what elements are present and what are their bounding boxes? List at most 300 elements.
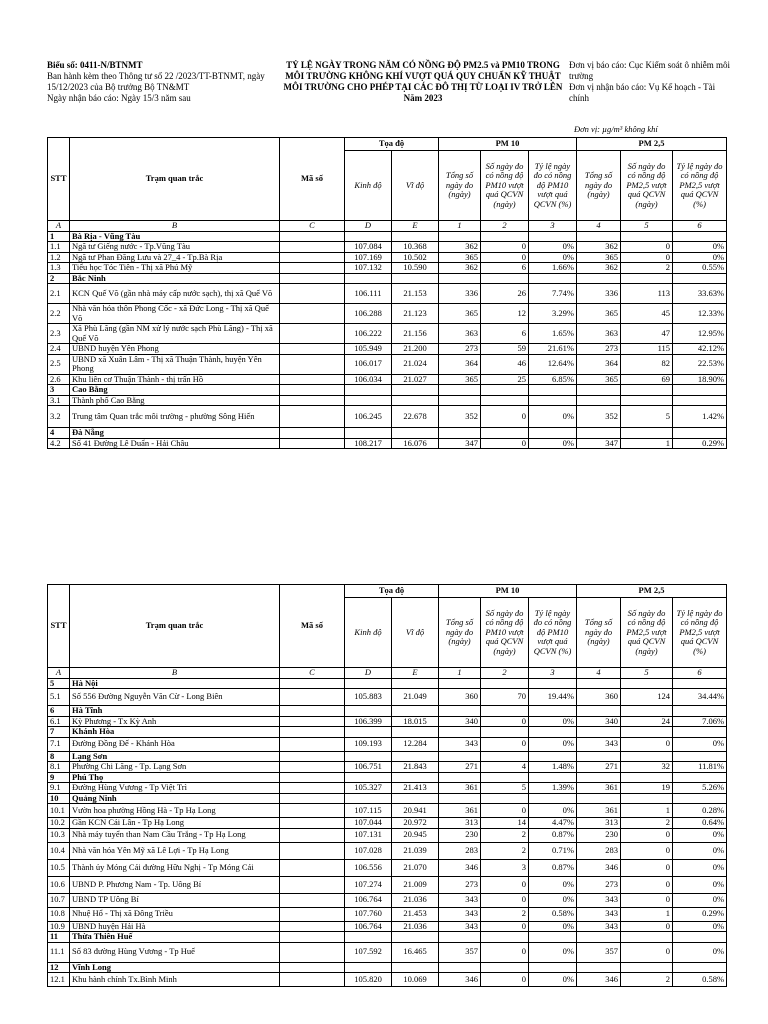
province-name: Phú Thọ	[70, 772, 280, 783]
station-stt: 7.1	[48, 737, 70, 751]
form-issued-line2: 15/12/2023 của Bộ trưởng Bộ TN&MT	[47, 82, 190, 92]
index-cell: 3	[529, 668, 577, 679]
province-stt: 1	[48, 231, 70, 242]
province-stt: 12	[48, 962, 70, 973]
station-lon: 107.169	[345, 252, 392, 263]
station-lon: 105.327	[345, 783, 392, 794]
index-cell: C	[280, 221, 345, 232]
station-lat: 21.843	[392, 762, 439, 773]
pm25-total-days: 362	[577, 242, 621, 253]
col-total-days2: Tổng số ngày đo (ngày)	[577, 598, 621, 668]
index-cell: 2	[481, 668, 529, 679]
index-cell: D	[345, 221, 392, 232]
station-row	[48, 284, 727, 304]
pm10-total-days: 283	[439, 842, 481, 859]
pm25-exceed-rate: 0%	[673, 242, 727, 253]
station-name: Số 83 đường Hùng Vương - Tp Huế	[70, 942, 280, 962]
pm25-total-days	[577, 395, 621, 406]
pm10-exceed-days: 0	[481, 973, 529, 987]
station-lat: 21.156	[392, 324, 439, 344]
pm10-exceed-rate: 7.74%	[529, 284, 577, 304]
report-units	[569, 60, 734, 104]
pm10-exceed-rate: 0%	[529, 921, 577, 932]
pm10-total-days: 230	[439, 828, 481, 842]
province-name: Bắc Ninh	[70, 273, 280, 284]
station-lon: 106.751	[345, 762, 392, 773]
station-stt: 10.1	[48, 804, 70, 818]
pm25-total-days: 363	[577, 324, 621, 344]
station-name: Thành ủy Móng Cái đường Hữu Nghị - Tp Móng Cái	[70, 859, 280, 876]
pm10-exceed-days: 12	[481, 304, 529, 324]
province-stt: 2	[48, 273, 70, 284]
pm25-total-days: 362	[577, 263, 621, 274]
pm25-exceed-days: 47	[621, 324, 673, 344]
col-pm25: PM 2,5	[577, 138, 727, 151]
station-stt: 10.4	[48, 842, 70, 859]
station-code	[280, 252, 345, 263]
province-name: Vĩnh Long	[70, 962, 280, 973]
station-stt: 2.3	[48, 324, 70, 344]
station-lon: 109.193	[345, 737, 392, 751]
pm25-exceed-days: 124	[621, 689, 673, 706]
pm25-exceed-rate: 0.29%	[673, 438, 727, 449]
station-lon: 106.034	[345, 374, 392, 385]
station-lat	[392, 395, 439, 406]
pm10-exceed-rate: 0%	[529, 942, 577, 962]
pm10-exceed-days: 5	[481, 783, 529, 794]
pm25-exceed-rate: 0%	[673, 828, 727, 842]
station-code	[280, 324, 345, 344]
col-coords: Tọa độ	[345, 138, 439, 151]
pm25-exceed-days: 0	[621, 842, 673, 859]
index-cell: 5	[621, 221, 673, 232]
station-stt: 3.2	[48, 406, 70, 428]
form-code: Biểu số: 0411-N/BTNMT	[47, 60, 143, 70]
station-lat: 16.465	[392, 942, 439, 962]
col-pm10-rate: Tỷ lệ ngày đo có nồng độ PM10 vượt quá QCVN (%)	[529, 598, 577, 668]
station-code	[280, 859, 345, 876]
pm25-total-days: 340	[577, 716, 621, 727]
report-title	[278, 60, 568, 104]
station-row	[48, 907, 727, 921]
pm25-exceed-rate: 0.29%	[673, 907, 727, 921]
station-lat: 20.972	[392, 818, 439, 829]
station-stt: 9.1	[48, 783, 70, 794]
station-lat: 21.070	[392, 859, 439, 876]
pm10-total-days: 343	[439, 893, 481, 907]
pm10-total-days	[439, 395, 481, 406]
pm25-total-days: 343	[577, 737, 621, 751]
col-lat: Vĩ độ	[392, 151, 439, 221]
station-lon: 107.132	[345, 263, 392, 274]
pm25-exceed-days: 2	[621, 973, 673, 987]
col-total-days: Tổng số ngày đo (ngày)	[439, 151, 481, 221]
pm10-exceed-days: 0	[481, 716, 529, 727]
station-lon: 108.217	[345, 438, 392, 449]
pm10-exceed-days: 0	[481, 804, 529, 818]
station-name: UBND TP Uông Bí	[70, 893, 280, 907]
pm10-exceed-rate: 0.87%	[529, 828, 577, 842]
index-row	[48, 668, 727, 679]
station-lon: 107.760	[345, 907, 392, 921]
pm10-exceed-days: 6	[481, 263, 529, 274]
station-row	[48, 737, 727, 751]
station-stt: 1.2	[48, 252, 70, 263]
col-total-days2: Tổng số ngày đo (ngày)	[577, 151, 621, 221]
pm25-exceed-days: 82	[621, 354, 673, 374]
col-station: Trạm quan trắc	[70, 585, 280, 668]
station-code	[280, 304, 345, 324]
index-cell: 6	[673, 221, 727, 232]
pm10-total-days: 365	[439, 374, 481, 385]
station-code	[280, 973, 345, 987]
station-row	[48, 689, 727, 706]
pm25-exceed-days: 32	[621, 762, 673, 773]
title-line3: MÔI TRƯỜNG CHO PHÉP TẠI CÁC ĐÔ THỊ TỪ LOẠI IV TRỞ LÊN	[283, 82, 563, 92]
station-stt: 10.9	[48, 921, 70, 932]
pm10-total-days: 364	[439, 354, 481, 374]
form-issued-line1: Ban hành kèm theo Thông tư số 22 /2023/TT-BTNMT, ngày	[47, 71, 265, 81]
pm25-exceed-rate: 33.63%	[673, 284, 727, 304]
pm10-exceed-days: 46	[481, 354, 529, 374]
station-lon: 107.274	[345, 876, 392, 893]
province-row	[48, 727, 727, 738]
station-lat: 22.678	[392, 406, 439, 428]
pm10-exceed-rate: 0.71%	[529, 842, 577, 859]
station-code	[280, 344, 345, 355]
province-row	[48, 706, 727, 717]
receive-date: Ngày nhận báo cáo: Ngày 15/3 năm sau	[47, 93, 191, 103]
pm10-total-days: 362	[439, 242, 481, 253]
reporting-unit: Đơn vị báo cáo: Cục Kiểm soát ô nhiễm môi trường	[569, 60, 730, 81]
station-row	[48, 859, 727, 876]
pm25-exceed-rate: 18.90%	[673, 374, 727, 385]
station-row	[48, 716, 727, 727]
pm10-total-days: 361	[439, 783, 481, 794]
pm25-exceed-rate: 0%	[673, 893, 727, 907]
pm25-total-days: 361	[577, 804, 621, 818]
title-line1: TỶ LỆ NGÀY TRONG NĂM CÓ NỒNG ĐỘ PM2.5 và PM10 TRONG	[286, 60, 560, 70]
pm10-exceed-days: 0	[481, 942, 529, 962]
pm25-exceed-rate: 0.58%	[673, 973, 727, 987]
pm25-total-days: 271	[577, 762, 621, 773]
station-lat: 21.413	[392, 783, 439, 794]
province-name: Quảng Ninh	[70, 793, 280, 804]
index-cell: B	[70, 668, 280, 679]
pm25-total-days: 343	[577, 893, 621, 907]
station-name: Đường Hùng Vương - Tp Việt Trì	[70, 783, 280, 794]
province-stt: 5	[48, 678, 70, 689]
pm10-exceed-rate: 12.64%	[529, 354, 577, 374]
station-row	[48, 893, 727, 907]
pm10-exceed-days: 59	[481, 344, 529, 355]
air-quality-table-1	[47, 137, 727, 449]
station-name: Ngã tư Giếng nước - Tp.Vũng Tàu	[70, 242, 280, 253]
col-lon: Kinh độ	[345, 598, 392, 668]
station-code	[280, 374, 345, 385]
station-row	[48, 818, 727, 829]
index-cell: A	[48, 668, 70, 679]
province-name: Thừa Thiên Huế	[70, 932, 280, 943]
pm10-total-days: 363	[439, 324, 481, 344]
pm10-exceed-days: 0	[481, 242, 529, 253]
pm25-exceed-days: 0	[621, 859, 673, 876]
station-row	[48, 804, 727, 818]
pm10-exceed-rate: 0%	[529, 438, 577, 449]
station-row	[48, 344, 727, 355]
pm10-total-days: 346	[439, 973, 481, 987]
station-lon: 107.131	[345, 828, 392, 842]
province-row	[48, 962, 727, 973]
station-lon: 107.115	[345, 804, 392, 818]
province-row	[48, 385, 727, 396]
station-name: Nhuệ Hổ - Thị xã Đông Triều	[70, 907, 280, 921]
province-row	[48, 793, 727, 804]
station-lon: 106.764	[345, 893, 392, 907]
station-lat: 18.015	[392, 716, 439, 727]
pm10-exceed-rate: 1.48%	[529, 762, 577, 773]
pm10-exceed-rate: 4.47%	[529, 818, 577, 829]
index-cell: C	[280, 668, 345, 679]
station-row	[48, 252, 727, 263]
station-stt: 6.1	[48, 716, 70, 727]
station-code	[280, 438, 345, 449]
station-lon: 107.044	[345, 818, 392, 829]
station-name: Xã Phù Lãng (gần NM xử lý nước sạch Phù Lãng) - Thị xã Quế Võ	[70, 324, 280, 344]
pm10-exceed-rate	[529, 395, 577, 406]
col-lat: Vĩ độ	[392, 598, 439, 668]
index-cell: 4	[577, 221, 621, 232]
province-stt: 6	[48, 706, 70, 717]
pm25-total-days: 273	[577, 876, 621, 893]
pm10-total-days: 346	[439, 859, 481, 876]
station-stt: 5.1	[48, 689, 70, 706]
col-pm10: PM 10	[439, 585, 577, 598]
report-form-info	[47, 60, 277, 104]
province-name: Cao Bằng	[70, 385, 280, 396]
station-stt: 2.4	[48, 344, 70, 355]
col-station: Trạm quan trắc	[70, 138, 280, 221]
pm25-total-days: 230	[577, 828, 621, 842]
pm10-exceed-rate: 1.65%	[529, 324, 577, 344]
pm25-exceed-days: 1	[621, 438, 673, 449]
col-code: Mã số	[280, 585, 345, 668]
index-cell: E	[392, 221, 439, 232]
station-lat: 10.590	[392, 263, 439, 274]
station-stt: 1.3	[48, 263, 70, 274]
pm10-exceed-days: 2	[481, 828, 529, 842]
col-pm10-exceed: Số ngày đo có nồng độ PM10 vượt quá QCVN (ngày)	[481, 598, 529, 668]
pm10-exceed-rate: 0%	[529, 252, 577, 263]
index-cell: 4	[577, 668, 621, 679]
pm25-total-days: 346	[577, 973, 621, 987]
pm10-exceed-rate: 0.87%	[529, 859, 577, 876]
station-name: Thành phố Cao Bằng	[70, 395, 280, 406]
station-stt: 4.2	[48, 438, 70, 449]
station-lon: 106.111	[345, 284, 392, 304]
province-name: Bà Rịa - Vũng Tàu	[70, 231, 280, 242]
pm25-exceed-rate: 0.55%	[673, 263, 727, 274]
station-row	[48, 876, 727, 893]
station-code	[280, 893, 345, 907]
pm10-total-days: 360	[439, 689, 481, 706]
station-lon: 106.288	[345, 304, 392, 324]
pm10-total-days: 347	[439, 438, 481, 449]
pm25-exceed-rate: 7.06%	[673, 716, 727, 727]
station-name: Nhà máy tuyển than Nam Cầu Trắng - Tp Hạ Long	[70, 828, 280, 842]
station-name: Nhà văn hóa thôn Phong Cốc - xã Đức Long - Thị xã Quế Võ	[70, 304, 280, 324]
station-lon: 106.764	[345, 921, 392, 932]
province-row	[48, 678, 727, 689]
station-lon: 106.556	[345, 859, 392, 876]
station-lat: 21.036	[392, 893, 439, 907]
station-row	[48, 324, 727, 344]
province-row	[48, 231, 727, 242]
receiving-unit: Đơn vị nhận báo cáo: Vụ Kế hoạch - Tài chính	[569, 82, 716, 103]
pm25-total-days: 365	[577, 304, 621, 324]
station-code	[280, 406, 345, 428]
province-name: Đà Nẵng	[70, 428, 280, 439]
pm25-total-days: 346	[577, 859, 621, 876]
pm25-total-days: 357	[577, 942, 621, 962]
index-cell: B	[70, 221, 280, 232]
pm25-exceed-rate: 0%	[673, 876, 727, 893]
pm25-total-days: 364	[577, 354, 621, 374]
pm25-total-days: 365	[577, 252, 621, 263]
pm10-exceed-days: 3	[481, 859, 529, 876]
col-pm10: PM 10	[439, 138, 577, 151]
station-lon: 107.592	[345, 942, 392, 962]
province-stt: 7	[48, 727, 70, 738]
pm25-exceed-days: 0	[621, 876, 673, 893]
province-stt: 8	[48, 751, 70, 762]
station-stt: 2.5	[48, 354, 70, 374]
pm10-exceed-days: 4	[481, 762, 529, 773]
province-name: Khánh Hòa	[70, 727, 280, 738]
station-row	[48, 304, 727, 324]
col-pm25: PM 2,5	[577, 585, 727, 598]
station-name: Số 41 Đường Lê Duẩn - Hải Châu	[70, 438, 280, 449]
station-code	[280, 876, 345, 893]
pm25-exceed-days	[621, 395, 673, 406]
pm10-exceed-days: 2	[481, 907, 529, 921]
pm10-exceed-rate: 0%	[529, 406, 577, 428]
pm10-exceed-days: 2	[481, 842, 529, 859]
station-lon: 106.245	[345, 406, 392, 428]
pm10-total-days: 313	[439, 818, 481, 829]
pm10-total-days: 336	[439, 284, 481, 304]
col-total-days: Tổng số ngày đo (ngày)	[439, 598, 481, 668]
station-lat: 20.945	[392, 828, 439, 842]
col-lon: Kinh độ	[345, 151, 392, 221]
station-stt: 3.1	[48, 395, 70, 406]
col-code: Mã số	[280, 138, 345, 221]
pm25-total-days: 343	[577, 921, 621, 932]
pm25-total-days: 361	[577, 783, 621, 794]
station-row	[48, 354, 727, 374]
station-row	[48, 406, 727, 428]
station-lat: 21.027	[392, 374, 439, 385]
station-stt: 10.7	[48, 893, 70, 907]
pm25-exceed-rate: 0%	[673, 859, 727, 876]
station-lat: 10.502	[392, 252, 439, 263]
pm10-exceed-rate: 0%	[529, 804, 577, 818]
pm10-exceed-days: 0	[481, 737, 529, 751]
station-stt: 12.1	[48, 973, 70, 987]
pm10-exceed-days: 0	[481, 921, 529, 932]
province-stt: 3	[48, 385, 70, 396]
pm10-exceed-days: 25	[481, 374, 529, 385]
pm25-exceed-rate: 5.26%	[673, 783, 727, 794]
pm10-exceed-days: 6	[481, 324, 529, 344]
pm25-exceed-days: 115	[621, 344, 673, 355]
station-lon: 106.399	[345, 716, 392, 727]
station-name: UBND P. Phương Nam - Tp. Uông Bí	[70, 876, 280, 893]
pm10-exceed-days: 0	[481, 893, 529, 907]
station-stt: 10.5	[48, 859, 70, 876]
station-code	[280, 818, 345, 829]
station-row	[48, 828, 727, 842]
pm10-exceed-days: 70	[481, 689, 529, 706]
pm25-exceed-days: 113	[621, 284, 673, 304]
station-name: UBND xã Xuân Lâm - Thị xã Thuận Thành, huyện Yên Phong	[70, 354, 280, 374]
station-lat: 21.153	[392, 284, 439, 304]
pm25-exceed-days: 5	[621, 406, 673, 428]
pm25-exceed-rate: 0.64%	[673, 818, 727, 829]
index-cell: 5	[621, 668, 673, 679]
station-stt: 1.1	[48, 242, 70, 253]
pm25-total-days: 313	[577, 818, 621, 829]
station-code	[280, 921, 345, 932]
station-stt: 2.1	[48, 284, 70, 304]
pm10-total-days: 343	[439, 921, 481, 932]
pm10-total-days: 357	[439, 942, 481, 962]
station-code	[280, 762, 345, 773]
pm25-exceed-days: 1	[621, 907, 673, 921]
air-quality-table-2	[47, 584, 727, 987]
station-code	[280, 689, 345, 706]
station-code	[280, 842, 345, 859]
pm25-total-days: 273	[577, 344, 621, 355]
station-lon: 106.222	[345, 324, 392, 344]
station-name: Khu liên cơ Thuận Thành - thị trấn Hồ	[70, 374, 280, 385]
station-code	[280, 354, 345, 374]
pm25-exceed-rate: 0%	[673, 737, 727, 751]
pm10-total-days: 271	[439, 762, 481, 773]
pm25-exceed-rate: 42.12%	[673, 344, 727, 355]
pm25-exceed-days: 2	[621, 818, 673, 829]
station-row	[48, 395, 727, 406]
station-stt: 10.3	[48, 828, 70, 842]
col-pm10-rate: Tỷ lệ ngày đo có nồng độ PM10 vượt quá QCVN (%)	[529, 151, 577, 221]
index-cell: D	[345, 668, 392, 679]
pm25-exceed-rate: 22.53%	[673, 354, 727, 374]
col-coords: Tọa độ	[345, 585, 439, 598]
station-code	[280, 737, 345, 751]
station-code	[280, 395, 345, 406]
pm10-exceed-rate: 0%	[529, 973, 577, 987]
title-line2: MÔI TRƯỜNG KHÔNG KHÍ VƯỢT QUÁ QUY CHUẨN KỸ THUẬT	[285, 71, 561, 81]
station-row	[48, 921, 727, 932]
province-row	[48, 932, 727, 943]
pm25-total-days: 365	[577, 374, 621, 385]
station-lat: 21.024	[392, 354, 439, 374]
pm10-exceed-days: 0	[481, 252, 529, 263]
pm10-exceed-rate: 0%	[529, 716, 577, 727]
station-row	[48, 242, 727, 253]
col-stt: STT	[48, 585, 70, 668]
pm25-exceed-days: 45	[621, 304, 673, 324]
